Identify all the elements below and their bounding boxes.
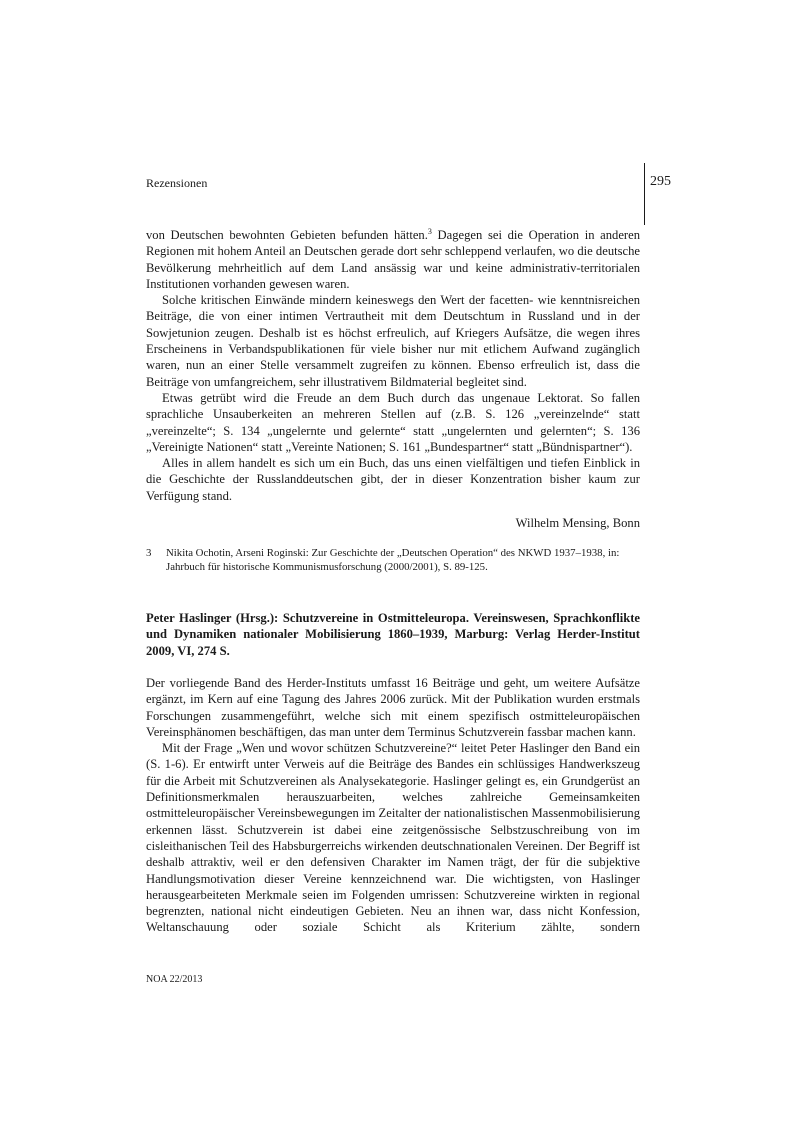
paragraph-text: von Deutschen bewohnten Gebieten befunden hätten. xyxy=(146,228,428,242)
paragraph xyxy=(146,227,640,292)
paragraph-text: Dagegen sei die Operation in anderen Regionen mit hohem Anteil an Deutschen gerade dort sehr schleppend verlaufen, wo die deutsche Bevölkerung mehrheitlich auf dem Land ansässig war und keine administrativ-territorialen Institutionen vorhanden gewesen waren. xyxy=(146,228,641,291)
paragraph: Der vorliegende Band des Herder-Instituts umfasst 16 Beiträge und geht, um weitere Aufsätze ergänzt, im Kern auf eine Tagung des Jahres 2006 zurück. Mit der Publikation wurden erstmals Forschungen zusammengeführt, welche sich mit einem spezifisch ostmitteleuropäischen Vereinsphänomen beschäftigen, das man unter dem Terminus Schutzverein fassbar machen kann. xyxy=(146,676,640,739)
page-footer: NOA 22/2013 xyxy=(146,974,203,985)
header-divider xyxy=(644,163,645,225)
footnote xyxy=(146,546,640,574)
review-heading: Peter Haslinger (Hrsg.): Schutzvereine in Ostmitteleuropa. Vereinswesen, Sprachkonflikte und Dynamiken nationaler Mobilisierung 1860–1939, Marburg: Verlag Herder-Institut 2009, VI, 274 S. xyxy=(146,611,640,658)
footnote-ref[interactable]: 3 xyxy=(427,226,432,236)
paragraph: Etwas getrübt wird die Freude an dem Buch durch das ungenaue Lektorat. So fallen sprachliche Unsauberkeiten an mehreren Stellen auf (z.B. S. 126 „vereinzelnde“ statt „vereinzelte“; S. 134 „ungelernte und gelernte“ statt „ungelernten und gelernten“; S. 136 „Vereinigte Nationen“ statt „Vereinte Nationen; S. 161 „Bundespartner“ statt „Bündnispartner“). xyxy=(146,390,640,454)
review-two-body xyxy=(146,675,640,936)
paragraph: Mit der Frage „Wen und wovor schützen Schutzvereine?“ leitet Peter Haslinger den Band ein (S. 1-6). Er entwirft unter Verweis auf die Beiträge des Bandes ein schlüssiges Handwerkszeug für die Arbeit mit Schutzvereinen als Analysekategorie. Haslinger gelingt es, ein Grundgerüst an Definitionsmerkmalen herauszuarbeiten, welches zahlreiche Gemeinsamkeiten ostmitteleuropäischer Vereinsbewegungen im Zeitalter der nationalistischen Massenmobilisierung erkennen lässt. Schutzverein ist dabei eine zeitgenössische Selbstzuschreibung von im cisleithanischen Teil des Habsburgerreichs wirkenden deutschnationalen Vereinen. Der Begriff ist deshalb attraktiv, weil er den defensiven Charakter im Namen trägt, der für die subjektive Handlungsmotivation dieser Vereine kennzeichnend war. Die wichtigsten, von Haslinger herausgearbeiteten Merkmale seien im Folgenden umrissen: Schutzvereine wirkten in regional begrenzten, national nicht eindeutigen Gebieten. Neu an ihnen war, dass nicht Konfession, Weltanschauung oder soziale Schicht als Kriterium zählte, sondern xyxy=(146,741,640,935)
footnote-text: Nikita Ochotin, Arseni Roginski: Zur Geschichte der „Deutschen Operation“ des NKWD 1937–1938, in: Jahrbuch für historische Kommunismusforschung (2000/2001), S. 89-125. xyxy=(166,547,620,573)
reviewer-signature: Wilhelm Mensing, Bonn xyxy=(515,516,640,530)
review-one-body xyxy=(146,227,640,504)
paragraph: Alles in allem handelt es sich um ein Buch, das uns einen vielfältigen und tiefen Einblick in die Geschichte der Russlanddeutschen gibt, der in dieser Konzentration bisher kaum zur Verfügung stand. xyxy=(146,456,640,503)
paragraph: Solche kritischen Einwände mindern keineswegs den Wert der facetten- wie kenntnisreichen Beiträge, die von einer intimen Vertrautheit mit dem Deutschtum in Russland und in der Sowjetunion zeugen. Deshalb ist es höchst erfreulich, auf Kriegers Aufsätze, die wegen ihres Erscheinens in Verbandspublikationen für viele bisher nur mit etlichem Aufwand zugänglich waren, nun an einer Stelle versammelt zugreifen zu können. Ebenso erfreulich ist, dass die Beiträge von umfangreichem, sehr illustrativem Bildmaterial begleitet sind. xyxy=(146,293,640,389)
page-number: 295 xyxy=(650,174,671,189)
running-header: Rezensionen xyxy=(146,176,208,190)
footnote-number: 3 xyxy=(146,547,152,559)
